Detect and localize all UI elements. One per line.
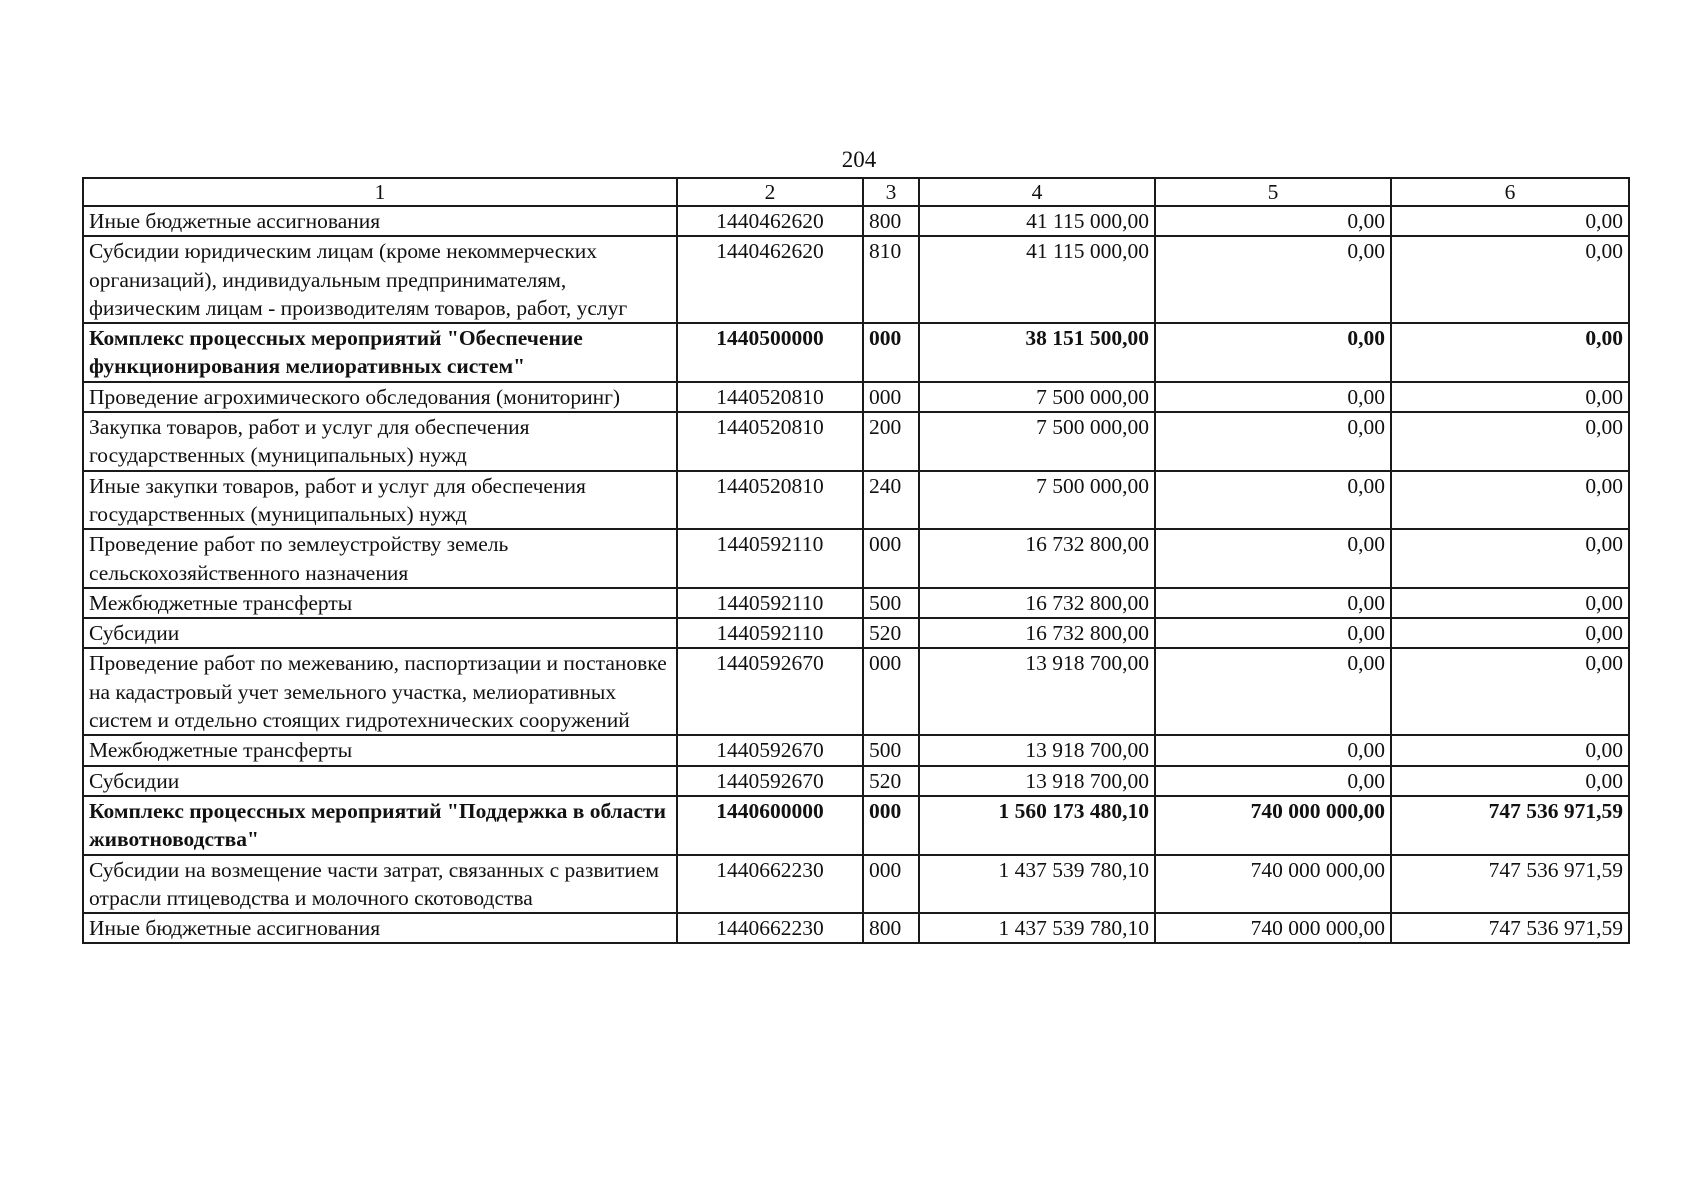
row-expense-type: 800 bbox=[863, 206, 919, 236]
row-name: Субсидии bbox=[83, 766, 677, 796]
row-name: Комплекс процессных мероприятий "Поддержка в области животноводства" bbox=[83, 796, 677, 855]
row-value-year1: 7 500 000,00 bbox=[919, 412, 1155, 471]
row-code: 1440592110 bbox=[677, 588, 863, 618]
row-expense-type: 000 bbox=[863, 382, 919, 412]
row-name: Проведение работ по землеустройству земель сельскохозяйственного назначения bbox=[83, 529, 677, 588]
row-expense-type: 000 bbox=[863, 529, 919, 588]
table-row bbox=[83, 766, 1629, 796]
row-code: 1440662230 bbox=[677, 855, 863, 914]
row-name: Субсидии bbox=[83, 618, 677, 648]
table-row bbox=[83, 236, 1629, 323]
row-value-year1: 1 437 539 780,10 bbox=[919, 913, 1155, 943]
column-header: 5 bbox=[1155, 178, 1391, 206]
row-code: 1440592670 bbox=[677, 766, 863, 796]
row-value-year1: 13 918 700,00 bbox=[919, 766, 1155, 796]
row-name: Субсидии юридическим лицам (кроме некоммерческих организаций), индивидуальным предпринимателям, физическим лицам - производителям товаров, работ, услуг bbox=[83, 236, 677, 323]
table-row bbox=[83, 588, 1629, 618]
column-header: 4 bbox=[919, 178, 1155, 206]
row-name: Межбюджетные трансферты bbox=[83, 735, 677, 765]
row-expense-type: 800 bbox=[863, 913, 919, 943]
row-value-year3: 747 536 971,59 bbox=[1391, 913, 1629, 943]
column-header: 3 bbox=[863, 178, 919, 206]
row-value-year1: 41 115 000,00 bbox=[919, 236, 1155, 323]
row-value-year2: 0,00 bbox=[1155, 382, 1391, 412]
row-code: 1440662230 bbox=[677, 913, 863, 943]
table-row bbox=[83, 323, 1629, 382]
row-expense-type: 000 bbox=[863, 648, 919, 735]
row-value-year2: 740 000 000,00 bbox=[1155, 796, 1391, 855]
row-expense-type: 520 bbox=[863, 766, 919, 796]
table-row bbox=[83, 735, 1629, 765]
row-value-year1: 7 500 000,00 bbox=[919, 382, 1155, 412]
row-value-year2: 0,00 bbox=[1155, 471, 1391, 530]
table-row bbox=[83, 618, 1629, 648]
row-value-year1: 16 732 800,00 bbox=[919, 618, 1155, 648]
table-row bbox=[83, 913, 1629, 943]
row-code: 1440500000 bbox=[677, 323, 863, 382]
row-value-year1: 13 918 700,00 bbox=[919, 735, 1155, 765]
row-value-year2: 0,00 bbox=[1155, 323, 1391, 382]
row-value-year1: 13 918 700,00 bbox=[919, 648, 1155, 735]
table-row bbox=[83, 855, 1629, 914]
row-value-year2: 0,00 bbox=[1155, 766, 1391, 796]
row-code: 1440592110 bbox=[677, 618, 863, 648]
row-value-year3: 0,00 bbox=[1391, 735, 1629, 765]
row-value-year3: 0,00 bbox=[1391, 206, 1629, 236]
column-header: 6 bbox=[1391, 178, 1629, 206]
row-expense-type: 810 bbox=[863, 236, 919, 323]
row-name: Проведение работ по межеванию, паспортизации и постановке на кадастровый учет земельного участка, мелиоративных систем и отдельно стоящих гидротехнических сооружений bbox=[83, 648, 677, 735]
row-value-year3: 0,00 bbox=[1391, 471, 1629, 530]
row-name: Закупка товаров, работ и услуг для обеспечения государственных (муниципальных) нужд bbox=[83, 412, 677, 471]
row-expense-type: 200 bbox=[863, 412, 919, 471]
row-name: Межбюджетные трансферты bbox=[83, 588, 677, 618]
page-number: 204 bbox=[841, 147, 877, 172]
row-name: Проведение агрохимического обследования (мониторинг) bbox=[83, 382, 677, 412]
row-expense-type: 500 bbox=[863, 735, 919, 765]
row-value-year2: 740 000 000,00 bbox=[1155, 913, 1391, 943]
table-body bbox=[83, 206, 1629, 943]
table-row bbox=[83, 206, 1629, 236]
row-expense-type: 500 bbox=[863, 588, 919, 618]
budget-table bbox=[82, 177, 1630, 944]
row-value-year1: 7 500 000,00 bbox=[919, 471, 1155, 530]
row-expense-type: 000 bbox=[863, 323, 919, 382]
column-header: 1 bbox=[83, 178, 677, 206]
row-name: Комплекс процессных мероприятий "Обеспечение функционирования мелиоративных систем" bbox=[83, 323, 677, 382]
row-code: 1440520810 bbox=[677, 382, 863, 412]
row-value-year2: 0,00 bbox=[1155, 618, 1391, 648]
row-value-year2: 740 000 000,00 bbox=[1155, 855, 1391, 914]
table-row bbox=[83, 382, 1629, 412]
row-value-year3: 0,00 bbox=[1391, 236, 1629, 323]
row-value-year2: 0,00 bbox=[1155, 588, 1391, 618]
row-value-year1: 1 560 173 480,10 bbox=[919, 796, 1155, 855]
row-value-year2: 0,00 bbox=[1155, 412, 1391, 471]
row-expense-type: 520 bbox=[863, 618, 919, 648]
row-code: 1440520810 bbox=[677, 412, 863, 471]
row-value-year3: 0,00 bbox=[1391, 766, 1629, 796]
row-value-year3: 0,00 bbox=[1391, 529, 1629, 588]
row-name: Иные бюджетные ассигнования bbox=[83, 206, 677, 236]
row-code: 1440592670 bbox=[677, 735, 863, 765]
row-value-year1: 16 732 800,00 bbox=[919, 588, 1155, 618]
row-value-year1: 1 437 539 780,10 bbox=[919, 855, 1155, 914]
column-header: 2 bbox=[677, 178, 863, 206]
row-value-year3: 0,00 bbox=[1391, 618, 1629, 648]
row-name: Иные закупки товаров, работ и услуг для обеспечения государственных (муниципальных) нужд bbox=[83, 471, 677, 530]
row-code: 1440462620 bbox=[677, 236, 863, 323]
row-value-year3: 747 536 971,59 bbox=[1391, 796, 1629, 855]
row-value-year1: 41 115 000,00 bbox=[919, 206, 1155, 236]
table-row bbox=[83, 648, 1629, 735]
header-row bbox=[83, 178, 1629, 206]
table-row bbox=[83, 412, 1629, 471]
row-code: 1440592110 bbox=[677, 529, 863, 588]
table-row bbox=[83, 796, 1629, 855]
row-name: Субсидии на возмещение части затрат, связанных с развитием отрасли птицеводства и молочного скотоводства bbox=[83, 855, 677, 914]
row-value-year2: 0,00 bbox=[1155, 529, 1391, 588]
row-value-year3: 0,00 bbox=[1391, 588, 1629, 618]
row-value-year3: 0,00 bbox=[1391, 648, 1629, 735]
row-value-year3: 0,00 bbox=[1391, 412, 1629, 471]
row-value-year2: 0,00 bbox=[1155, 206, 1391, 236]
row-value-year1: 38 151 500,00 bbox=[919, 323, 1155, 382]
table-row bbox=[83, 529, 1629, 588]
row-code: 1440462620 bbox=[677, 206, 863, 236]
row-code: 1440600000 bbox=[677, 796, 863, 855]
row-value-year2: 0,00 bbox=[1155, 236, 1391, 323]
row-name: Иные бюджетные ассигнования bbox=[83, 913, 677, 943]
row-expense-type: 000 bbox=[863, 796, 919, 855]
row-value-year3: 0,00 bbox=[1391, 323, 1629, 382]
row-value-year1: 16 732 800,00 bbox=[919, 529, 1155, 588]
row-value-year2: 0,00 bbox=[1155, 648, 1391, 735]
row-value-year2: 0,00 bbox=[1155, 735, 1391, 765]
row-code: 1440592670 bbox=[677, 648, 863, 735]
row-code: 1440520810 bbox=[677, 471, 863, 530]
row-expense-type: 000 bbox=[863, 855, 919, 914]
table-row bbox=[83, 471, 1629, 530]
row-value-year3: 747 536 971,59 bbox=[1391, 855, 1629, 914]
row-value-year3: 0,00 bbox=[1391, 382, 1629, 412]
row-expense-type: 240 bbox=[863, 471, 919, 530]
